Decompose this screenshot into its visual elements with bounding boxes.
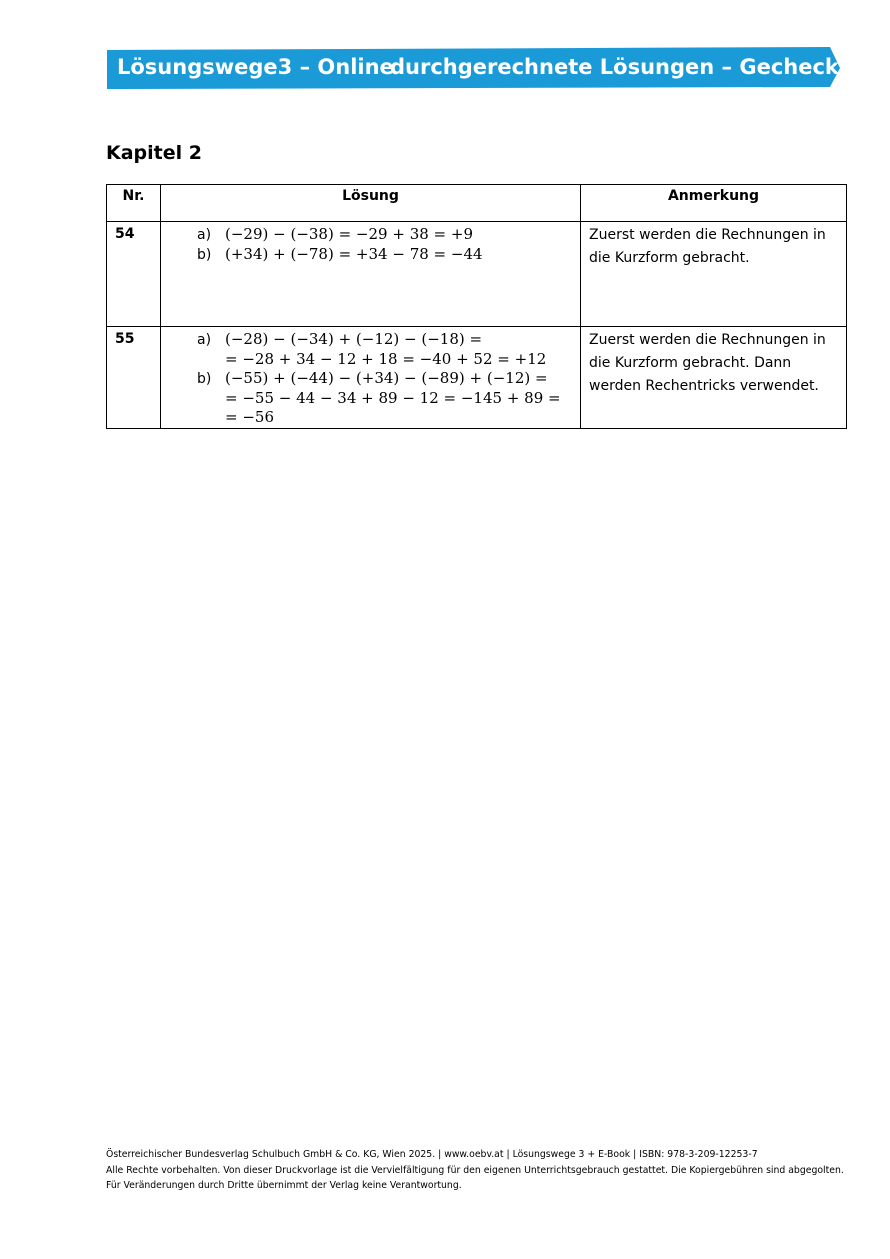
solution-line	[197, 389, 580, 408]
row-number: 55	[107, 327, 161, 429]
solution-line	[197, 408, 580, 427]
solution-line	[197, 369, 580, 389]
table-header-row	[107, 185, 847, 222]
table-row	[107, 327, 847, 429]
solution-text: (−29) − (−38) = −29 + 38 = +9	[225, 225, 473, 243]
footer	[106, 1147, 844, 1194]
solutions-table	[106, 184, 847, 429]
header-left-title: Lösungswege3 – Online	[117, 55, 394, 79]
footer-disclaimer-line: Für Veränderungen durch Dritte übernimmt der Verlag keine Verantwortung.	[106, 1180, 462, 1191]
solution-text: (+34) + (−78) = +34 − 78 = −44	[225, 245, 483, 263]
header-right-title: durchgerechnete Lösungen – Gecheckt?	[390, 55, 862, 79]
footer-publisher-line: Österreichischer Bundesverlag Schulbuch GmbH & Co. KG, Wien 2025. | www.oebv.at | Lösungswege 3 + E-Book | ISBN: 978-3-209-12253-7	[106, 1149, 758, 1160]
header-loesung: Lösung	[161, 185, 581, 222]
header-banner	[107, 47, 862, 89]
chapter-title: Kapitel 2	[106, 142, 202, 164]
solution-label: a)	[197, 332, 212, 348]
remark-cell: Zuerst werden die Rechnungen in die Kurzform gebracht. Dann werden Rechentricks verwendet.	[581, 327, 847, 429]
solution-line	[197, 245, 580, 265]
header-anmerkung: Anmerkung	[581, 185, 847, 222]
row-number: 54	[107, 222, 161, 327]
solution-cell	[161, 222, 581, 327]
solution-text: = −28 + 34 − 12 + 18 = −40 + 52 = +12	[225, 350, 547, 368]
solution-line	[197, 225, 580, 245]
solution-label: a)	[197, 227, 212, 243]
header-nr: Nr.	[107, 185, 161, 222]
solution-line	[197, 350, 580, 369]
table-row	[107, 222, 847, 327]
solution-text: (−28) − (−34) + (−12) − (−18) =	[225, 330, 483, 348]
solution-text: = −55 − 44 − 34 + 89 − 12 = −145 + 89 =	[225, 389, 561, 407]
footer-rights-line: Alle Rechte vorbehalten. Von dieser Druckvorlage ist die Vervielfältigung für den eigenen Unterrichtsgebrauch gestattet. Die Kopiergebühren sind abgegolten.	[106, 1164, 844, 1176]
solution-text: = −56	[225, 408, 274, 426]
solution-text: (−55) + (−44) − (+34) − (−89) + (−12) =	[225, 369, 548, 387]
solution-label: b)	[197, 371, 212, 387]
remark-cell: Zuerst werden die Rechnungen in die Kurzform gebracht.	[581, 222, 847, 327]
solution-cell	[161, 327, 581, 429]
solution-label: b)	[197, 247, 212, 263]
solution-line	[197, 330, 580, 350]
